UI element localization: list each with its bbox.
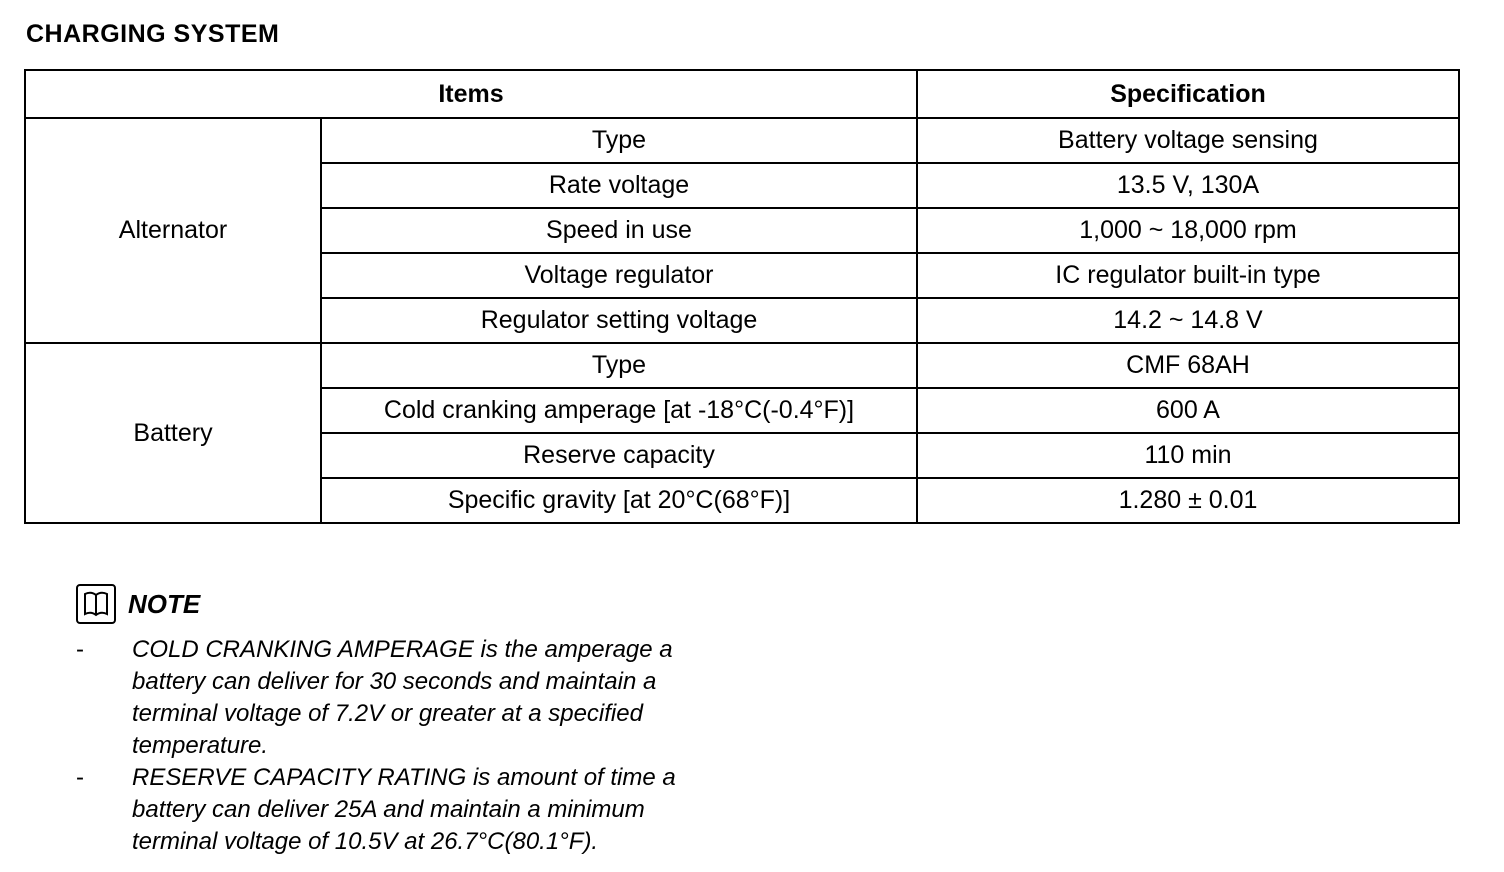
item-cell: Speed in use <box>321 208 917 253</box>
group-label-battery: Battery <box>25 343 321 523</box>
spec-cell: CMF 68AH <box>917 343 1459 388</box>
group-label-alternator: Alternator <box>25 118 321 343</box>
table-header-row <box>25 70 1459 118</box>
spec-cell: IC regulator built-in type <box>917 253 1459 298</box>
item-cell: Regulator setting voltage <box>321 298 917 343</box>
item-cell: Rate voltage <box>321 163 917 208</box>
item-cell: Cold cranking amperage [at -18°C(-0.4°F)] <box>321 388 917 433</box>
header-items: Items <box>25 70 917 118</box>
header-specification: Specification <box>917 70 1459 118</box>
note-list <box>76 634 726 858</box>
spec-cell: 600 A <box>917 388 1459 433</box>
note-text: RESERVE CAPACITY RATING is amount of time a battery can deliver 25A and maintain a minimum terminal voltage of 10.5V at 26.7°C(80.1°F). <box>132 764 676 855</box>
spec-cell: 110 min <box>917 433 1459 478</box>
item-cell: Type <box>321 343 917 388</box>
spec-cell: 1.280 ± 0.01 <box>917 478 1459 523</box>
spec-cell: 1,000 ~ 18,000 rpm <box>917 208 1459 253</box>
note-header <box>76 584 200 624</box>
note-text: COLD CRANKING AMPERAGE is the amperage a battery can deliver for 30 seconds and maintain a terminal voltage of 7.2V or greater at a specified temperature. <box>132 636 673 759</box>
spec-cell: Battery voltage sensing <box>917 118 1459 163</box>
book-icon <box>76 584 116 624</box>
page-title: CHARGING SYSTEM <box>26 20 280 48</box>
table-row <box>25 343 1459 388</box>
list-bullet: - <box>76 636 84 663</box>
list-bullet: - <box>76 764 84 791</box>
list-item <box>76 762 726 858</box>
spec-table <box>24 69 1460 524</box>
spec-cell: 14.2 ~ 14.8 V <box>917 298 1459 343</box>
item-cell: Reserve capacity <box>321 433 917 478</box>
spec-cell: 13.5 V, 130A <box>917 163 1459 208</box>
item-cell: Specific gravity [at 20°C(68°F)] <box>321 478 917 523</box>
note-label: NOTE <box>128 588 201 619</box>
table-row <box>25 118 1459 163</box>
item-cell: Voltage regulator <box>321 253 917 298</box>
item-cell: Type <box>321 118 917 163</box>
list-item <box>76 634 726 762</box>
